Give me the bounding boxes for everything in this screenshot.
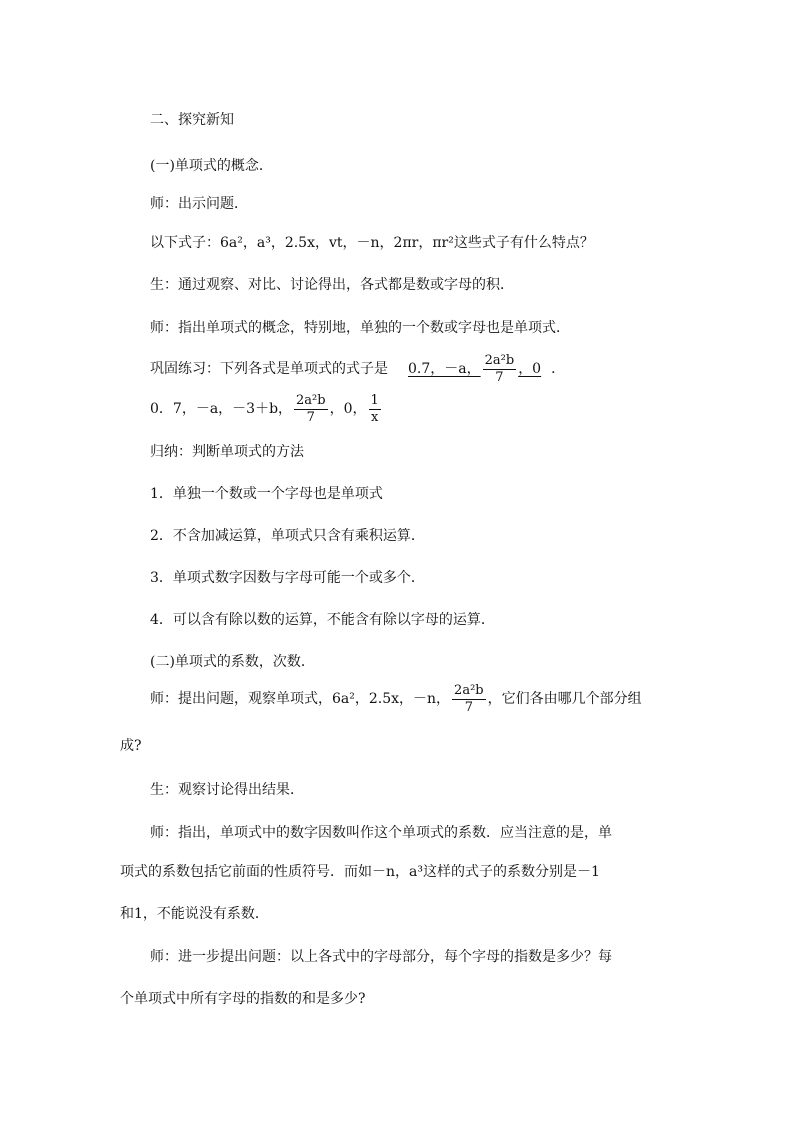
rule-item: 4．可以含有除以数的运算，不能含有除以字母的运算． bbox=[150, 612, 495, 628]
practice-prefix: 巩固练习：下列各式是单项式的式子是 bbox=[150, 361, 388, 377]
part2-heading: (二)单项式的系数，次数． bbox=[150, 654, 315, 670]
teacher-line-4b: 项式的系数包括它前面的性质符号．而如－n，a³这样的式子的系数分别是－1 bbox=[120, 864, 600, 880]
practice-answer: 0.7，－a， $\frac{\text{2a²b}}{7}$ ，0 bbox=[408, 352, 542, 385]
student-line-2: 生：观察讨论得出结果． bbox=[150, 782, 304, 798]
teacher-line-1: 师：出示问题． bbox=[150, 196, 248, 212]
rule-item: 3．单项式数字因数与字母可能一个或多个． bbox=[150, 570, 425, 586]
intro-terms: 6a²，a³，2.5x，vt，－n，2πr，πr² bbox=[220, 235, 454, 251]
section-title: 二、探究新知 bbox=[150, 112, 234, 128]
options-mid: ，0， bbox=[329, 401, 367, 417]
options-line bbox=[150, 392, 383, 426]
practice-line bbox=[150, 352, 565, 386]
summary-title: 归纳：判断单项式的方法 bbox=[150, 444, 304, 460]
practice-fraction: $\frac{\text{2a²b}}{7}$ bbox=[484, 352, 515, 385]
rule-item: 2．不含加减运算，单项式只含有乘积运算． bbox=[150, 528, 425, 544]
rule-item: 1．单独一个数或一个字母也是单项式 bbox=[150, 486, 383, 502]
intro-line bbox=[150, 233, 594, 253]
options-text: 0．7，－a，－3＋b， bbox=[150, 401, 293, 417]
part1-heading: (一)单项式的概念． bbox=[150, 158, 273, 174]
teacher-line-5b: 个单项式中所有字母的指数的和是多少? bbox=[120, 991, 366, 1007]
teacher-line-4a: 师：指出，单项式中的数字因数叫作这个单项式的系数．应当注意的是，单 bbox=[150, 825, 612, 841]
teacher-line-2: 师：指出单项式的概念，特别地，单独的一个数或字母也是单项式． bbox=[150, 320, 570, 336]
options-fraction-2: $\frac{1}{x}$ bbox=[370, 392, 379, 425]
intro-prefix: 以下式子： bbox=[150, 235, 220, 251]
options-fraction: $\frac{\text{2a²b}}{7}$ bbox=[296, 392, 326, 425]
teacher-line-5a: 师：进一步提出问题：以上各式中的字母部分，每个字母的指数是多少？每 bbox=[150, 949, 612, 965]
teacher-3-fraction: $\frac{\text{2a²b}}{7}$ bbox=[454, 682, 484, 715]
intro-suffix: 这些式子有什么特点？ bbox=[453, 235, 594, 251]
practice-end: ． bbox=[551, 361, 566, 377]
teacher-line-3-wrap: 成? bbox=[120, 738, 142, 754]
teacher-line-3: 师：提出问题，观察单项式，6a²，2.5x，－n， $\frac{\text{2a²b}}{7}$ ，它们各由哪几个部分组 bbox=[150, 682, 642, 715]
student-line-1: 生：通过观察、对比、讨论得出，各式都是数或字母的积． bbox=[150, 277, 514, 293]
teacher-line-4c: 和1，不能说没有系数． bbox=[120, 906, 269, 922]
